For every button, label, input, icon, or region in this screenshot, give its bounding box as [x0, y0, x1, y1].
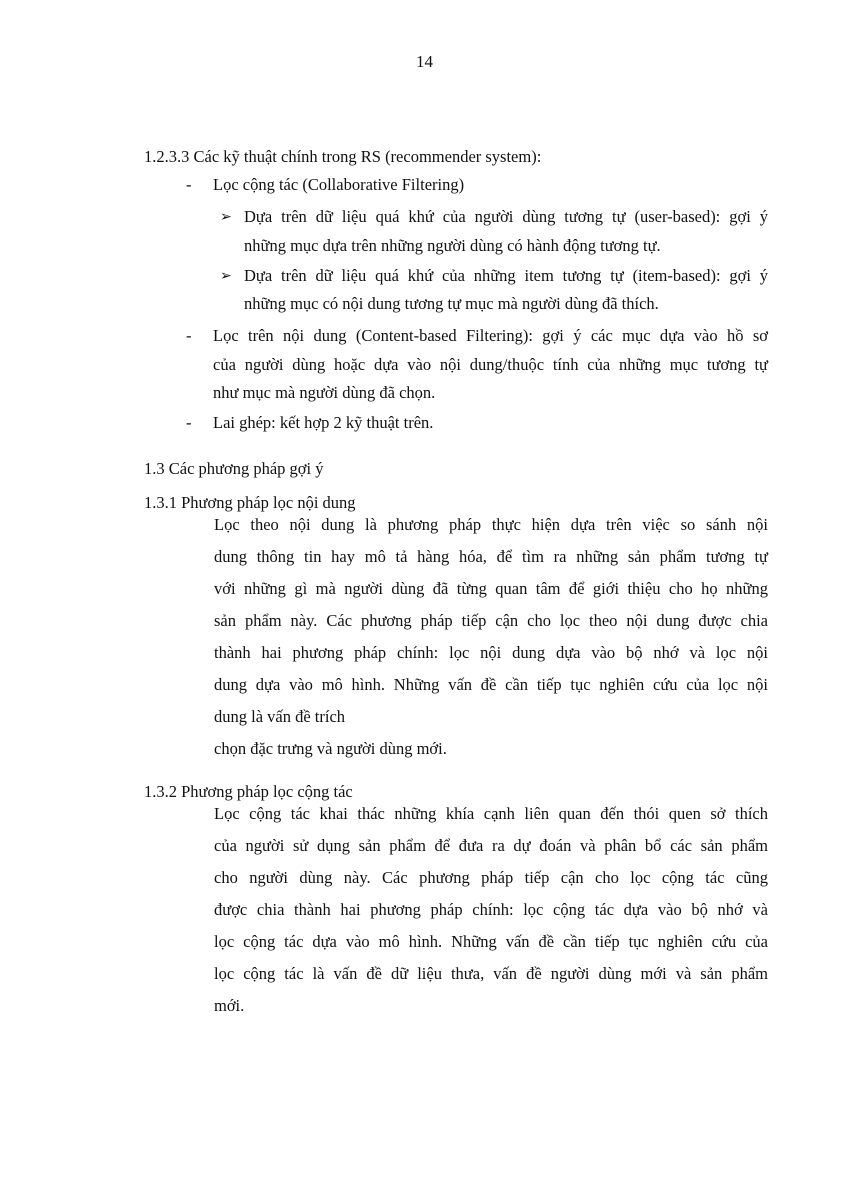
section-131-line: dung là vấn đề trích — [214, 707, 346, 726]
cb-line-2: của người dùng hoặc dựa vào nội dung/thuộc tính của những mục tương tự — [213, 355, 768, 374]
section-132-heading: 1.3.2 Phương pháp lọc cộng tác — [144, 782, 353, 801]
section-132-line: lọc cộng tác dựa vào mô hình. Những vấn đề cần tiếp tục nghiên cứu của — [214, 932, 768, 951]
cf-title: Lọc cộng tác (Collaborative Filtering) — [213, 175, 465, 194]
section-131-line: sản phẩm này. Các phương pháp tiếp cận cho lọc theo nội dung được chia — [214, 611, 768, 630]
section-131-line: dung thông tin hay mô tả hàng hóa, để tìm ra những sản phẩm tương tự — [214, 547, 768, 566]
section-131-line: dung dựa vào mô hình. Những vấn đề cần tiếp tục nghiên cứu của lọc nội — [214, 675, 768, 694]
section-132-line: lọc cộng tác là vấn đề dữ liệu thưa, vấn đề người dùng mới và sản phẩm — [214, 964, 768, 983]
section-132-line: cho người dùng này. Các phương pháp tiếp cận cho lọc cộng tác cũng — [214, 868, 768, 887]
section-132-line: mới. — [214, 996, 245, 1015]
arrow-bullet-icon: ➢ — [220, 268, 232, 284]
cb-line-1: Lọc trên nội dung (Content-based Filtering): gợi ý các mục dựa vào hồ sơ — [213, 326, 768, 345]
section-131-line: với những gì mà người dùng đã từng quan tâm để giới thiệu cho họ những — [214, 579, 768, 598]
section-131-heading: 1.3.1 Phương pháp lọc nội dung — [144, 493, 356, 512]
cb-line-3: như mục mà người dùng đã chọn. — [213, 383, 436, 402]
section-13-heading: 1.3 Các phương pháp gợi ý — [144, 459, 324, 478]
section-131-line: chọn đặc trưng và người dùng mới. — [214, 739, 447, 758]
hybrid-line: Lai ghép: kết hợp 2 kỹ thuật trên. — [213, 413, 434, 432]
section-131-line: thành hai phương pháp chính: lọc nội dung dựa vào bộ nhớ và lọc nội — [214, 643, 768, 662]
section-131-line: Lọc theo nội dung là phương pháp thực hiện dựa trên việc so sánh nội — [214, 515, 768, 534]
section-1233-heading: 1.2.3.3 Các kỹ thuật chính trong RS (recommender system): — [144, 147, 542, 166]
cf-item-line-2: những mục có nội dung tương tự mục mà người dùng đã thích. — [244, 294, 659, 313]
bullet-dash: - — [186, 326, 192, 345]
bullet-dash: - — [186, 413, 192, 432]
arrow-bullet-icon: ➢ — [220, 209, 232, 225]
section-132-line: của người sử dụng sản phẩm để đưa ra dự đoán và phân bổ các sản phẩm — [214, 836, 768, 855]
bullet-dash: - — [186, 175, 192, 194]
cf-user-line-1: Dựa trên dữ liệu quá khứ của người dùng tương tự (user-based): gợi ý — [244, 207, 768, 226]
page-number: 14 — [416, 52, 433, 71]
section-132-line: Lọc cộng tác khai thác những khía cạnh liên quan đến thói quen sở thích — [214, 804, 768, 823]
cf-user-line-2: những mục dựa trên những người dùng có hành động tương tự. — [244, 236, 661, 255]
section-132-line: được chia thành hai phương pháp chính: lọc cộng tác dựa vào bộ nhớ và — [214, 900, 768, 919]
cf-item-line-1: Dựa trên dữ liệu quá khứ của những item tương tự (item-based): gợi ý — [244, 266, 768, 285]
